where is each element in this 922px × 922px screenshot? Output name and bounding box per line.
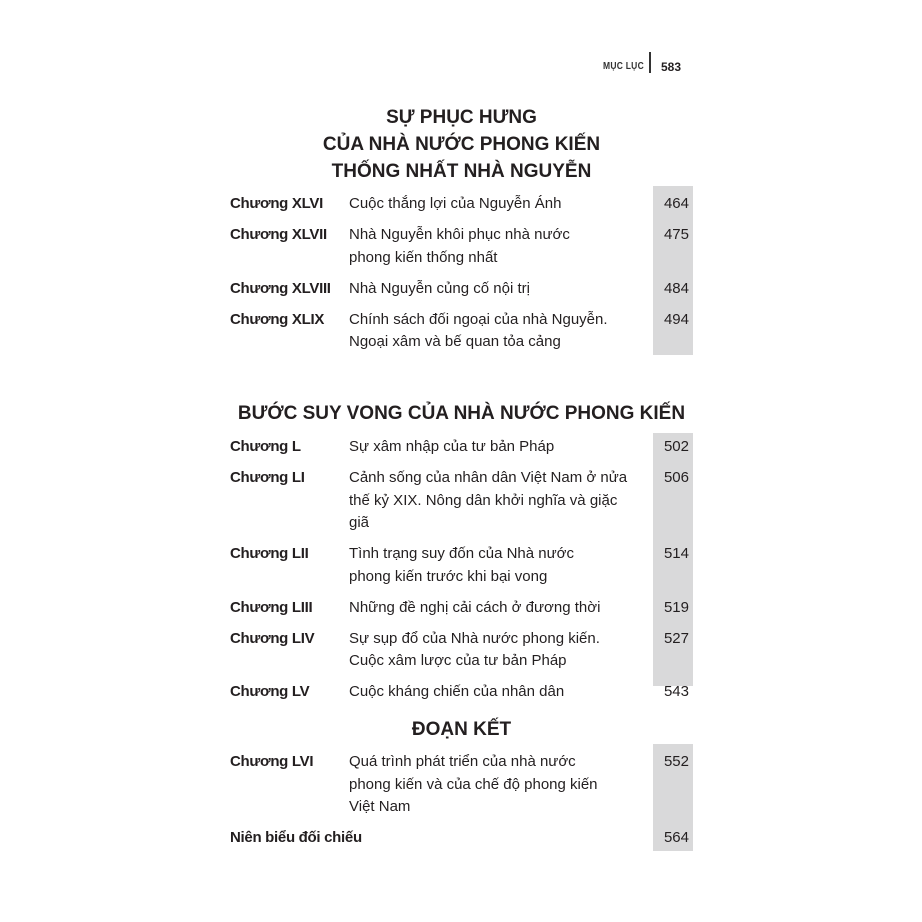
chapter-page-number: 502 — [663, 438, 689, 455]
chapter-page-number: 494 — [663, 310, 689, 328]
chapter-title-line: Ngoại xâm và bế quan tỏa cảng — [349, 333, 561, 350]
chapter-label: Chương LV — [230, 683, 310, 700]
chapter-page-number: 514 — [663, 545, 689, 562]
header-divider — [649, 52, 651, 73]
toc-entry[interactable] — [230, 467, 693, 535]
chapter-page-number: 519 — [663, 598, 689, 616]
chapter-label: Chương LI — [230, 469, 305, 486]
chapter-title-line: phong kiến thống nhất — [349, 248, 498, 266]
chapter-label: Chương LIII — [230, 598, 313, 616]
chapter-page-number: 506 — [663, 469, 689, 486]
chapter-title — [349, 628, 639, 673]
chapter-title — [349, 436, 639, 459]
chapter-title — [349, 278, 639, 301]
chapter-label: Chương LVI — [230, 753, 314, 770]
chapter-title — [349, 681, 639, 704]
chapter-title — [349, 309, 639, 354]
toc-entry[interactable] — [230, 597, 693, 620]
chapter-title-line: Tình trạng suy đốn của Nhà nước — [349, 545, 574, 562]
chapter-title-line: phong kiến và của chế độ phong kiến — [349, 775, 598, 793]
toc-entry[interactable] — [230, 224, 693, 269]
toc-entries — [230, 751, 693, 858]
section-title — [190, 400, 733, 427]
chapter-title — [349, 224, 639, 269]
chapter-label: Chương XLIX — [230, 310, 325, 328]
chapter-title-line: phong kiến trước khi bại vong — [349, 567, 548, 585]
chapter-title-line: Sự sụp đổ của Nhà nước phong kiến. — [349, 629, 600, 647]
section-title — [190, 104, 733, 185]
title-line: ĐOẠN KẾT — [411, 719, 512, 740]
chapter-page-number: 564 — [663, 829, 689, 846]
page-number: 583 — [661, 60, 682, 74]
toc-entry[interactable] — [230, 751, 693, 819]
chapter-title — [349, 751, 639, 819]
chapter-title-line: Nhà Nguyễn khôi phục nhà nước — [349, 226, 570, 243]
toc-entry[interactable] — [230, 193, 693, 216]
toc-entry[interactable] — [230, 628, 693, 673]
title-line: THỐNG NHẤT NHÀ NGUYỄN — [331, 161, 592, 182]
chapter-title-line: Cảnh sống của nhân dân Việt Nam ở nửa — [349, 469, 628, 486]
title-line: BƯỚC SUY VONG CỦA NHÀ NƯỚC PHONG KIẾN — [237, 403, 686, 424]
chapter-title-line: Những đề nghị cải cách ở đương thời — [349, 598, 601, 616]
chapter-label: Chương XLVII — [230, 226, 327, 243]
chapter-title — [349, 543, 639, 588]
toc-entry[interactable] — [230, 309, 693, 354]
toc-entries — [230, 193, 693, 362]
section-title — [190, 716, 733, 743]
chapter-title-line: Chính sách đối ngoại của nhà Nguyễn. — [349, 310, 608, 328]
chapter-page-number: 484 — [663, 279, 689, 297]
chapter-title-line: Việt Nam — [349, 798, 411, 815]
chapter-label: Chương LIV — [230, 629, 315, 647]
chapter-page-number: 527 — [663, 629, 689, 647]
chapter-title-line: Sự xâm nhập của tư bản Pháp — [349, 438, 555, 455]
chapter-label: Niên biểu đối chiếu — [230, 829, 362, 846]
toc-entry[interactable] — [230, 278, 693, 301]
chapter-page-number: 464 — [663, 195, 689, 212]
toc-entry[interactable] — [230, 681, 693, 704]
chapter-label: Chương LII — [230, 545, 309, 562]
chapter-title — [349, 597, 639, 620]
chapter-title-line: Cuộc kháng chiến của nhân dân — [349, 683, 565, 700]
toc-entry[interactable] — [230, 436, 693, 459]
chapter-title-line: Quá trình phát triển của nhà nước — [349, 753, 576, 770]
chapter-title — [349, 193, 639, 216]
toc-entry[interactable] — [230, 827, 693, 850]
chapter-title — [349, 467, 639, 535]
chapter-title-line: Nhà Nguyễn củng cố nội trị — [349, 279, 530, 297]
header-section-label: MỤC LỤC — [603, 61, 644, 72]
chapter-title-line: Cuộc thắng lợi của Nguyễn Ánh — [349, 195, 562, 212]
title-line: SỰ PHỤC HƯNG — [386, 107, 537, 128]
running-header — [600, 52, 690, 78]
chapter-label: Chương XLVI — [230, 195, 323, 212]
chapter-label: Chương L — [230, 438, 301, 455]
toc-entry[interactable] — [230, 543, 693, 588]
title-line: CỦA NHÀ NƯỚC PHONG KIẾN — [322, 134, 601, 155]
chapter-label: Chương XLVIII — [230, 279, 331, 297]
chapter-page-number: 543 — [663, 683, 689, 700]
chapter-page-number: 552 — [663, 753, 689, 770]
chapter-page-number: 475 — [663, 226, 689, 243]
toc-entries — [230, 436, 693, 712]
chapter-title-line: Cuộc xâm lược của tư bản Pháp — [349, 652, 567, 669]
chapter-title-line: thế kỷ XIX. Nông dân khởi nghĩa và giặc giã — [349, 491, 618, 531]
